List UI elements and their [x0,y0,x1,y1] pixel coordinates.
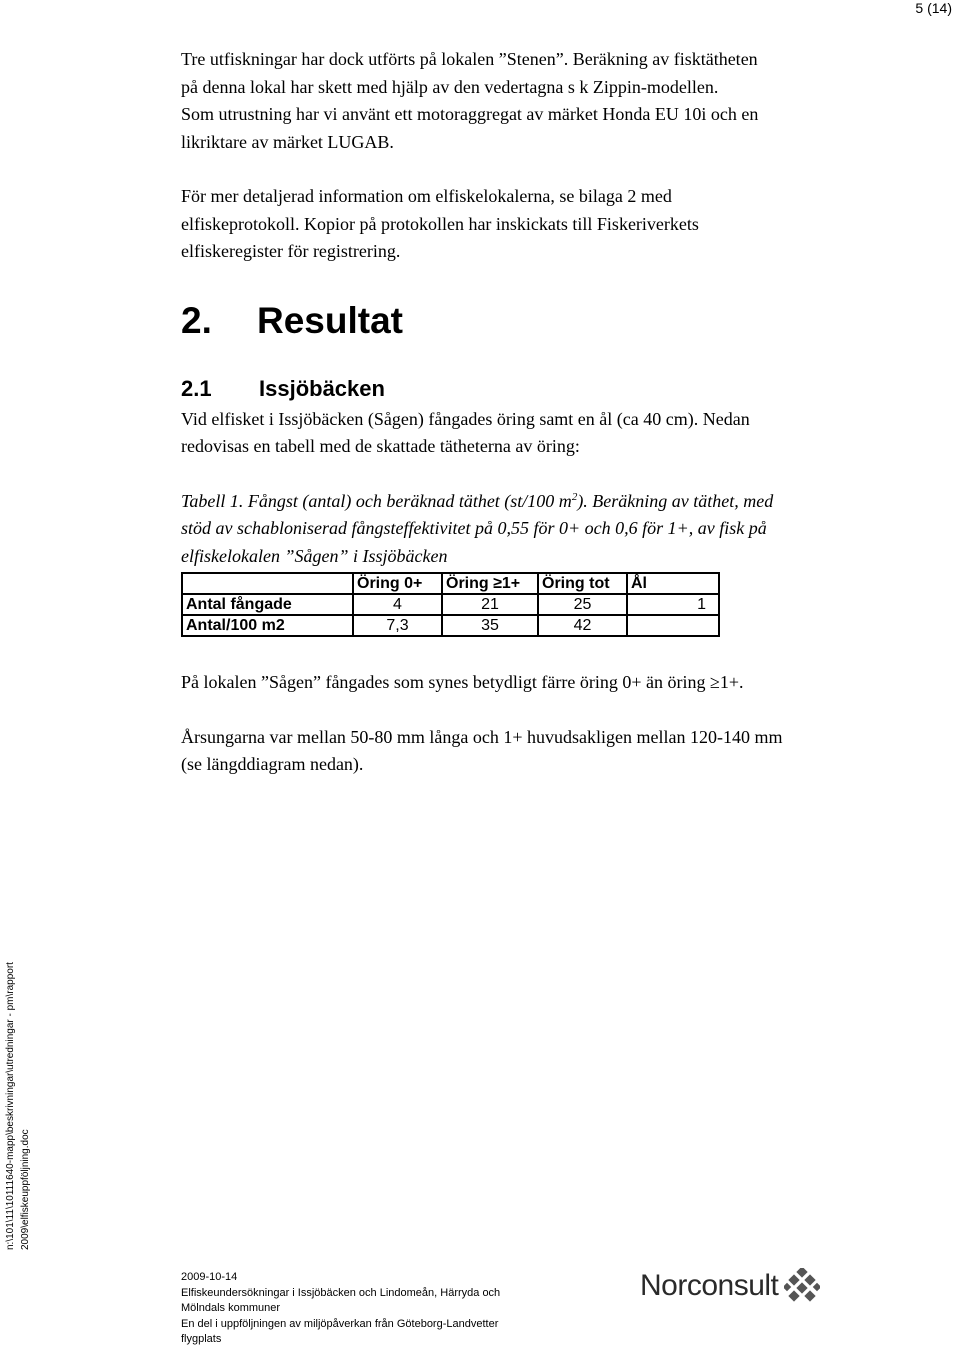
text-line: redovisas en tabell med de skattade tätheterna av öring: [181,436,580,456]
text-line: likriktare av märket LUGAB. [181,131,394,152]
page-footer [181,1270,500,1348]
caption-text: ). Beräkning av täthet, med [577,490,774,511]
table-header-cell: Öring tot [538,573,627,594]
text-line: Vid elfisket i Issjöbäcken (Sågen) fångades öring samt en ål (ca 40 cm). Nedan [181,408,750,429]
file-path-margin [3,962,33,1250]
paragraph-utfiskningar [181,46,861,156]
table-cell: 25 [538,594,627,615]
subsection-heading [181,374,861,404]
paragraph-intro [181,406,861,461]
table-row [182,615,719,636]
text-line: (se längddiagram nedan). [181,754,364,774]
caption-text: Tabell 1. Fångst (antal) och beräknad täthet (st/100 m [181,490,572,511]
table-cell [627,615,719,636]
table-cell: 21 [442,594,538,615]
footer-line: Elfiskeundersökningar i Issjöbäcken och Lindomeån, Härryda och [181,1286,501,1299]
data-table [181,572,720,637]
table-row-label: Antal fångade [182,594,353,615]
text-line: För mer detaljerad information om elfiskelokalerna, se bilaga 2 med [181,186,672,206]
paragraph-arsungarna [181,724,861,779]
footer-line: En del i uppföljningen av miljöpåverkan från Göteborg-Landvetter [181,1317,499,1330]
text-line: Som utrustning har vi använt ett motoraggregat av märket Honda EU 10i och en [181,104,759,124]
table-row [182,594,719,615]
table-header-cell [182,573,353,594]
caption-text: elfiskelokalen ”Sågen” i Issjöbäcken [181,545,448,566]
paragraph-sagen [181,669,861,697]
table-header-cell: Öring 0+ [353,573,442,594]
footer-line: Mölndals kommuner [181,1302,281,1314]
file-path-line: 2009\elfiskeuppföljning.doc [20,1129,31,1250]
table-cell: 1 [627,594,719,615]
diamond-logo-icon [784,1268,820,1304]
text-line: på denna lokal har skett med hjälp av den vedertagna s k Zippin-modellen. [181,76,719,97]
table-header-cell: Öring ≥1+ [442,573,538,594]
subheading-number: 2.1 [181,375,212,401]
table-caption [181,488,861,571]
file-path-line: n:\101\11\10111640-mapp\beskrivningar\utredningar - pm\rapport [5,962,16,1250]
paragraph-detaljerad-information [181,183,861,266]
table-header-cell: Ål [627,573,719,594]
document-body [181,46,861,779]
norconsult-logo [640,1268,820,1304]
footer-date: 2009-10-14 [181,1271,238,1283]
table-cell: 7,3 [353,615,442,636]
table-cell: 35 [442,615,538,636]
subheading-title: Issjöbäcken [259,375,385,401]
text-line: elfiskeregister för registrering. [181,241,401,261]
text-line: elfiskeprotokoll. Kopior på protokollen har inskickats till Fiskeriverkets [181,213,699,234]
text-line: Tre utfiskningar har dock utförts på lokalen ”Stenen”. Beräkning av fisktätheten [181,49,758,69]
text-line: Årsungarna var mellan 50-80 mm långa och 1+ huvudsakligen mellan 120-140 mm [181,726,783,747]
section-heading [181,299,861,343]
table-row-label: Antal/100 m2 [182,615,353,636]
table-cell: 4 [353,594,442,615]
caption-superscript: 2 [571,490,578,503]
table-cell: 42 [538,615,627,636]
page-number: 5 (14) [915,0,952,16]
heading-number: 2. [181,299,212,341]
table-header-row [182,573,719,594]
text-line: På lokalen ”Sågen” fångades som synes betydligt färre öring 0+ än öring ≥1+. [181,672,744,692]
caption-text: stöd av schabloniserad fångsteffektivitet på 0,55 för 0+ och 0,6 för 1+, av fisk på [181,518,767,538]
footer-line: flygplats [181,1333,222,1345]
heading-title: Resultat [257,299,403,341]
logo-text: Norconsult [640,1269,779,1302]
